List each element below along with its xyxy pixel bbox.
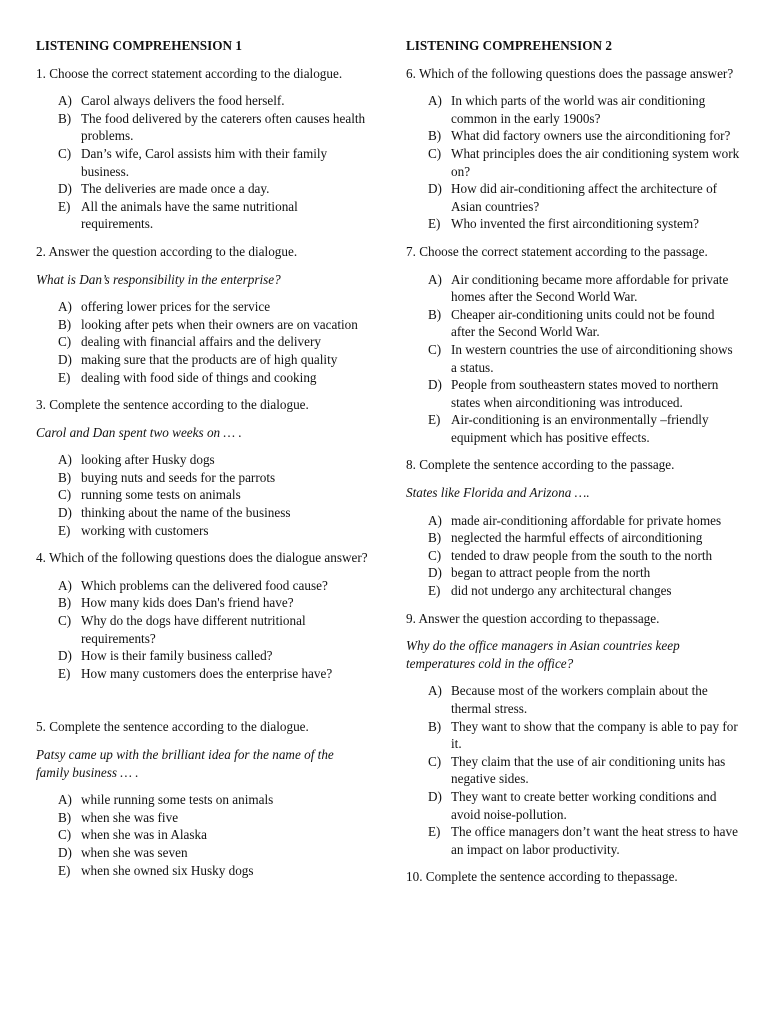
question-block xyxy=(36,718,370,879)
option-text: dealing with food side of things and cooking xyxy=(81,369,317,385)
option-letter: A) xyxy=(58,792,72,808)
left-column xyxy=(36,37,370,889)
option-letter: B) xyxy=(58,316,72,332)
answer-option xyxy=(406,271,740,306)
option-letter: A) xyxy=(58,577,72,593)
option-letter: B) xyxy=(428,718,442,734)
answer-option xyxy=(406,529,740,547)
option-letter: E) xyxy=(428,412,441,428)
answer-options xyxy=(406,92,740,233)
option-letter: A) xyxy=(428,683,442,699)
option-letter: D) xyxy=(58,351,72,367)
option-letter: A) xyxy=(428,93,442,109)
option-text: Carol always delivers the food herself. xyxy=(81,93,285,109)
question-block xyxy=(406,610,740,859)
question-prompt: Patsy came up with the brilliant idea for the name of the family business … . xyxy=(36,747,334,780)
answer-option xyxy=(406,180,740,215)
question-block xyxy=(406,243,740,447)
option-text: running some tests on animals xyxy=(81,487,241,503)
option-letter: B) xyxy=(58,110,72,126)
option-letter: B) xyxy=(58,469,72,485)
answer-option xyxy=(36,862,370,880)
question-list xyxy=(36,65,370,880)
answer-option xyxy=(406,512,740,530)
section-heading: LISTENING COMPREHENSION 2 xyxy=(406,38,612,53)
answer-options xyxy=(36,577,370,683)
question-prompt: Carol and Dan spent two weeks on … . xyxy=(36,424,242,440)
answer-option xyxy=(36,504,370,522)
answer-option xyxy=(406,582,740,600)
option-letter: C) xyxy=(58,613,72,629)
option-text: The office managers don’t want the heat stress to have an impact on labor productivity. xyxy=(451,824,738,857)
option-letter: A) xyxy=(428,271,442,287)
option-text: The food delivered by the caterers often causes health problems. xyxy=(81,110,366,144)
answer-options xyxy=(36,298,370,386)
option-letter: A) xyxy=(428,512,442,528)
option-text: thinking about the name of the business xyxy=(81,505,291,521)
option-text: All the animals have the same nutritional requirements. xyxy=(81,198,298,232)
spacer xyxy=(36,692,370,718)
option-text: dealing with financial affairs and the delivery xyxy=(81,334,321,350)
answer-option xyxy=(406,753,740,788)
answer-option xyxy=(36,665,370,683)
question-text: 2. Answer the question according to the dialogue. xyxy=(36,243,298,259)
option-letter: D) xyxy=(58,505,72,521)
option-letter: C) xyxy=(58,334,72,350)
question-block xyxy=(406,65,740,233)
answer-option xyxy=(36,826,370,844)
answer-option xyxy=(36,180,370,198)
question-text: 9. Answer the question according to thepassage. xyxy=(406,610,660,626)
question-text: 6. Which of the following questions does the passage answer? xyxy=(406,65,734,81)
option-text: Because most of the workers complain about the thermal stress. xyxy=(451,683,708,716)
option-text: while running some tests on animals xyxy=(81,792,274,808)
option-text: How did air-conditioning affect the architecture of Asian countries? xyxy=(451,181,718,214)
option-letter: C) xyxy=(428,547,442,563)
option-text: Why do the dogs have different nutritional requirements? xyxy=(81,613,306,646)
option-text: looking after Husky dogs xyxy=(81,452,215,468)
option-letter: E) xyxy=(58,665,71,681)
answer-option xyxy=(36,110,370,145)
question-text: 8. Complete the sentence according to the passage. xyxy=(406,457,675,473)
answer-option xyxy=(406,92,740,127)
answer-option xyxy=(36,298,370,316)
answer-option xyxy=(36,594,370,612)
answer-option xyxy=(36,92,370,110)
option-letter: D) xyxy=(428,565,442,581)
option-letter: C) xyxy=(58,145,72,161)
answer-option xyxy=(36,469,370,487)
option-letter: A) xyxy=(58,452,72,468)
answer-option xyxy=(406,682,740,717)
answer-option xyxy=(36,791,370,809)
question-text: 7. Choose the correct statement according to the passage. xyxy=(406,243,708,259)
answer-option xyxy=(406,127,740,145)
option-letter: A) xyxy=(58,93,72,109)
answer-options xyxy=(406,271,740,447)
option-letter: B) xyxy=(58,809,72,825)
answer-option xyxy=(36,351,370,369)
answer-option xyxy=(406,788,740,823)
answer-option xyxy=(36,612,370,647)
answer-options xyxy=(36,92,370,233)
question-text: 3. Complete the sentence according to the dialogue. xyxy=(36,397,309,413)
option-text: Which problems can the delivered food cause? xyxy=(81,577,328,593)
question-prompt: States like Florida and Arizona …. xyxy=(406,485,590,501)
answer-option xyxy=(36,809,370,827)
option-letter: D) xyxy=(58,181,72,197)
question-block xyxy=(36,549,370,682)
question-block xyxy=(36,243,370,386)
option-text: They claim that the use of air conditioning units has negative sides. xyxy=(451,753,726,787)
answer-option xyxy=(406,376,740,411)
option-text: offering lower prices for the service xyxy=(81,299,271,315)
question-prompt: What is Dan’s responsibility in the enterprise? xyxy=(36,271,281,287)
answer-option xyxy=(406,306,740,341)
option-letter: E) xyxy=(428,583,441,599)
option-text: when she was five xyxy=(81,809,179,825)
option-letter: D) xyxy=(58,844,72,860)
answer-option xyxy=(36,451,370,469)
option-letter: C) xyxy=(58,487,72,503)
option-letter: E) xyxy=(58,369,71,385)
answer-options xyxy=(406,682,740,858)
answer-option xyxy=(36,316,370,334)
option-text: Dan’s wife, Carol assists him with their family business. xyxy=(81,145,328,179)
option-text: How many customers does the enterprise have? xyxy=(81,665,333,681)
option-text: The deliveries are made once a day. xyxy=(81,181,270,197)
option-text: buying nuts and seeds for the parrots xyxy=(81,469,276,485)
answer-option xyxy=(406,145,740,180)
option-text: when she was seven xyxy=(81,844,188,860)
answer-option xyxy=(36,577,370,595)
option-text: looking after pets when their owners are on vacation xyxy=(81,316,358,332)
answer-option xyxy=(36,369,370,387)
option-letter: C) xyxy=(428,753,442,769)
answer-option xyxy=(406,564,740,582)
option-text: Air-conditioning is an environmentally –friendly equipment which has positive effects. xyxy=(451,412,709,445)
option-letter: B) xyxy=(428,530,442,546)
question-text: 4. Which of the following questions does the dialogue answer? xyxy=(36,550,368,566)
option-letter: C) xyxy=(428,341,442,357)
answer-option xyxy=(36,522,370,540)
option-letter: D) xyxy=(428,377,442,393)
answer-option xyxy=(36,198,370,233)
option-letter: D) xyxy=(58,648,72,664)
answer-option xyxy=(36,145,370,180)
answer-options xyxy=(36,791,370,879)
option-letter: C) xyxy=(58,827,72,843)
answer-option xyxy=(406,215,740,233)
answer-option xyxy=(36,333,370,351)
option-text: Air conditioning became more affordable for private homes after the Second World War. xyxy=(451,271,729,305)
option-letter: A) xyxy=(58,299,72,315)
option-text: working with customers xyxy=(81,522,209,538)
option-text: What principles does the air conditioning system work on? xyxy=(451,145,740,179)
answer-options xyxy=(406,512,740,600)
option-text: How is their family business called? xyxy=(81,648,273,664)
question-block xyxy=(36,65,370,233)
option-letter: B) xyxy=(58,595,72,611)
section-heading: LISTENING COMPREHENSION 1 xyxy=(36,38,242,53)
option-text: How many kids does Dan's friend have? xyxy=(81,595,294,611)
option-letter: C) xyxy=(428,145,442,161)
option-text: tended to draw people from the south to the north xyxy=(451,547,713,563)
question-text: 1. Choose the correct statement according to the dialogue. xyxy=(36,65,343,81)
option-letter: E) xyxy=(58,198,71,214)
option-text: when she owned six Husky dogs xyxy=(81,862,254,878)
question-text: 5. Complete the sentence according to the dialogue. xyxy=(36,719,309,735)
option-text: made air-conditioning affordable for private homes xyxy=(451,512,722,528)
answer-options xyxy=(36,451,370,539)
option-text: making sure that the products are of high quality xyxy=(81,351,338,367)
option-text: In which parts of the world was air conditioning common in the early 1900s? xyxy=(451,93,706,126)
option-text: did not undergo any architectural changes xyxy=(451,583,672,599)
answer-option xyxy=(406,718,740,753)
answer-option xyxy=(406,823,740,858)
option-text: They want to show that the company is able to pay for it. xyxy=(451,718,738,752)
answer-option xyxy=(406,547,740,565)
option-letter: E) xyxy=(428,216,441,232)
option-letter: D) xyxy=(428,181,442,197)
answer-option xyxy=(36,844,370,862)
option-letter: B) xyxy=(428,306,442,322)
option-text: began to attract people from the north xyxy=(451,565,651,581)
option-letter: E) xyxy=(58,862,71,878)
question-text: 10. Complete the sentence according to thepassage. xyxy=(406,869,678,885)
answer-option xyxy=(406,341,740,376)
answer-option xyxy=(406,411,740,446)
option-text: Cheaper air-conditioning units could not be found after the Second World War. xyxy=(451,306,715,340)
question-list xyxy=(406,65,740,886)
option-text: What did factory owners use the airconditioning for? xyxy=(451,128,731,144)
question-block xyxy=(36,396,370,539)
option-text: when she was in Alaska xyxy=(81,827,207,843)
question-block xyxy=(406,456,740,599)
option-text: neglected the harmful effects of airconditioning xyxy=(451,530,703,546)
option-letter: D) xyxy=(428,788,442,804)
option-text: People from southeastern states moved to northern states when airconditioning was introduced. xyxy=(451,377,719,410)
question-prompt: Why do the office managers in Asian countries keep temperatures cold in the office? xyxy=(406,638,680,671)
right-column xyxy=(406,37,740,896)
option-letter: E) xyxy=(428,824,441,840)
answer-option xyxy=(36,647,370,665)
option-text: In western countries the use of airconditioning shows a status. xyxy=(451,341,733,375)
question-block xyxy=(406,868,740,886)
answer-option xyxy=(36,486,370,504)
option-letter: B) xyxy=(428,128,442,144)
option-text: They want to create better working conditions and avoid noise-pollution. xyxy=(451,788,717,822)
option-text: Who invented the first airconditioning system? xyxy=(451,216,699,232)
option-letter: E) xyxy=(58,522,71,538)
